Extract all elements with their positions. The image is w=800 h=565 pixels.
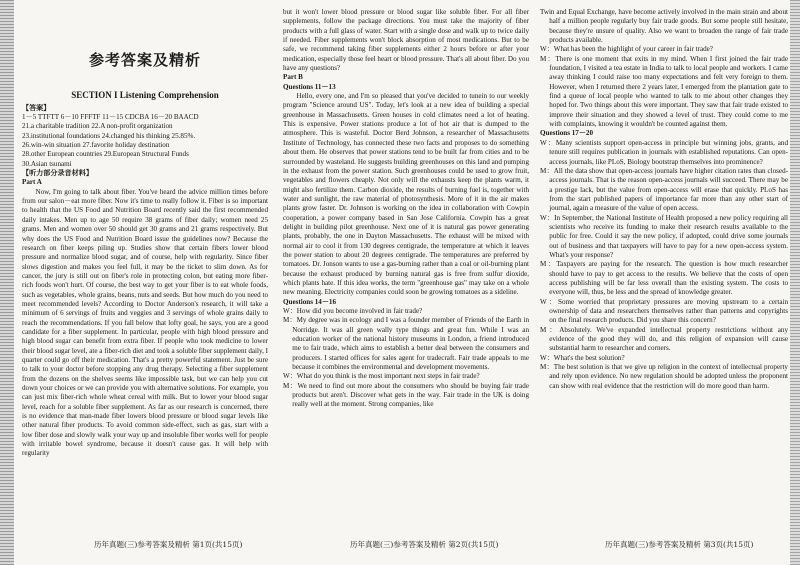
dialogue-line [283,382,529,410]
speech-text: We need to find out more about the consumers who should be buying fair trade products but aren't. Discover what gets in the way. Fair trade in the UK is doing really well at the moment. Strong companies, like [292,381,529,409]
speaker-label: M： [283,316,297,325]
page-title: 参考答案及精析 [88,51,201,69]
dialogue-line [540,298,788,326]
speech-text: Some worried that proprietary pressures are moving upstream to a certain ownership of data and researchers themselves rather than patterns and copyrights on the final research products. Did you share this concern? [549,297,788,325]
scan-edge-left [0,0,14,565]
dialogue-line [540,214,788,261]
dialogue-line [283,372,529,381]
speech-text: Many scientists support open-access in principle but winning jobs, grants, and tenure still requires publication in journals with established reputations. Can open-access journals, like PLoS, Biology bootstrap themselves into prominence? [549,138,788,166]
speaker-label: W： [540,297,559,306]
dialogue-line [540,45,788,54]
speaker-label: W： [283,307,297,315]
speech-text: In September, the National Institute of Health proposed a new policy requiring all scientists who receive its funding to make their research results available to the public for free. Could it say the new policy, if adopted, could drive some journals out of business and that taxpayers will have to pay for a new open-access system. What's your response? [549,213,788,259]
answer-line: 1－5 TTFTT 6－10 FFFTF 11－15 CDCBA 16－20 BAACD [22,113,199,122]
answer-line: 26.win-win situation 27.favorite holiday destination [22,141,170,150]
dialogue-line [540,139,788,167]
section-heading: SECTION I Listening Comprehension [71,90,219,101]
speaker-label: M： [540,54,556,63]
speaker-label: M： [540,260,557,269]
dialogue-line [283,307,529,316]
page-footer: 历年真题(三)参考答案及精析 第3页(共15页) [605,540,754,549]
speech-text: All the data show that open-access journals have higher citation rates than closed-access journals. That is the reason open-access journals will succeed. There may be a prestige lack, but the value from open-access will erase that quickly. PLoS has from the start published papers of importance far more than any other start of journal, again a measure of the value of open access. [549,166,788,213]
transcript-paragraph: Now, I'm going to talk about fiber. You've heard the advice million times before from our salon－eat more fiber. Now it's time to really follow it. Fiber is so important to health that the US Food and Nutrition Board recently said the first recommended daily intakes. Men up to age 50 require 38 grams of fiber daily; women need 25 grams. Men and women over 50 should get 30 grams and 21 grams respectively. But why does the US Food and Nutrition Board issue the guidelines now? Because the research on fiber keeps piling up. Studies show that certain fibers lower blood pressure and normalize blood sugar, and of course, help with regularity. Since fiber slows digestion and makes you feel full, it may be the ticket to slim down. As for cancer, the jury is still out on fiber's role in protecting colon, but eating more fiber-rich foods won't hurt. Of course, the best way to get your fiber is to eat whole foods, such as vegetables, whole grains, beans, nuts and seeds. But how much do you need to meet recommended levels? According to Doctor Anderson's research, it will take a minimum of 6 servings of fruits and veggies and 3 servings of whole grains daily to reach the recommendations. If you fall below that lofty goal, he says, you are a good candidate for a fiber supplement. In particular, people with high blood pressure and high blood sugar can benefit from extra fiber. If people who took medicine to lower their blood sugar level, ate a fiber-rich diet and took a soluble fiber supplement daily, I quarter could go off their medication. That's a pretty powerful statement. Just be sure to talk to your doctor before stopping any drug therapy. Selecting a fiber supplement from the dozens on the shelves seems like impossible task, but we can help you cut down your choices or we can provide you with alternative solutions. For example, you can just mix fiber-rich whole wheat cereal with milk. But to lower your blood sugar level, reach for a soluble fiber supplement. As far as our research is concerned, there is no evidence that man-made fiber lowers blood pressure or blood sugar levels like other natural fiber products. To avoid common side-effect, such as gas, start with a low fiber dose and slowly walk your way up and insoluble fiber works well for people with irritable bowel syndrome, because it doesn't cause gas. It will help with regularity [22,187,268,458]
speaker-label: W： [540,138,556,147]
speech-text: What do you think is the most important next steps in fair trade? [296,372,480,381]
page-footer: 历年真题(三)参考答案及精析 第1页(共15页) [94,540,243,549]
answer-line: 21.a charitable tradition 22.A non-profit organization [22,122,173,131]
speaker-label: W： [540,45,554,54]
part-b-heading: Part B [283,73,303,82]
dialogue-line [283,316,529,372]
page-footer: 历年真题(三)参考答案及精析 第2页(共15页) [350,540,499,549]
answer-line: 28.other European countries 29.European Structural Funds [22,150,189,159]
dialogue-line [540,326,788,354]
answer-line: 23.institutional foundations 24.changed his thinking 25.85%. [22,131,196,140]
speaker-label: M： [540,325,560,334]
speech-text: How did you become involved in fair trade? [296,307,423,315]
speaker-label: M： [540,166,554,175]
speech-text: Absolutely. We've expanded intellectual property restrictions without any evidence of the good they will do, and this religion of expansion will cause substantial harm to researcher and corners. [549,325,788,353]
column-3 [540,8,788,530]
dialogue-line [540,8,788,45]
column-1 [22,8,268,530]
speech-text: The best solution is that we give up religion in the context of intellectual property and rely upon evidence. No new regulation should be adopted unless the proponent can show with real evidence that the restriction will do more good than harm. [549,363,788,390]
speaker-label: W： [540,353,554,362]
answer-line: 30.Asian tsunami [22,159,72,168]
column-2 [283,8,529,530]
transcript-paragraph: Hello, every one, and I'm so pleased that you've decided to tunein to our weekly program "Science around US". Today, let's look at a new idea of building a special greenhouse in Massachusetts. Green houses in cold climates need a lot of heating. This is expensive. Power stations produce a lot of hot air that is dumped to the atmosphere. This is wasteful. Doctor Berd Johnson, a researcher of Massachusetts Institute of Technology, has connected these two facts and proposes to do something about them. He observes that power stations tend to be built far from cities and to be surrounded by wasteland. He suggests building greenhouses on this land and pumping in the exhaust from the power station. Such greenhouses could be used to grow fruit, vegetables and flowers cheaply. Not only will the exhausts keep the plants warm, it might also fertilize them. Carbon dioxide, the results of burning fuel is, together with water and sunlight, the raw material of photosynthesis. More of it in the air makes plants grow faster. Dr. Johnson is working on the idea in collaboration with Cowpin cooperation, a power company based in San Jose California. Cowpin has a great delight in building pilot greenhouse. Next one of it is natural gas power generating plants, probably, the one in Dayton Massachusetts. The exhaust will be mixed with normal air to cool it from 130 degrees centigrade, the temperature at which it leaves the power station to about 20 degrees centigrade. The temperatures are preferred by tomatoes. Dr. Jonson wants to use a gas-burning rather than a coal or oil-burning plant because the exhaust produced by burning natural gas is free from sulfur dioxide, which plants hate. If this idea works, the term "greenhouse gas" may take on a whole new meaning. Electricity companies could soon be growing tomatoes as a sideline. [283,92,529,297]
speech-text: There is one moment that exits in my mind. When I first joined the fair trade foundation, I visited a tea estate in India to talk to local people and workers. I came away thinking I could raise too many expectations and felt very foreign to them. However, when I returned there 2 years later, I emerged from the plantation gate to find a queue of local people who wanted to talk to me about other changes they hoped for. Two things about this were important. They saw that fair trade existed to improve their situation and they showed a level of trust. They could come to me with complaints, knowing it wouldn't be counted against them. [549,54,788,129]
dialogue-line [540,55,788,130]
speaker-label: M： [283,381,298,390]
scan-edge-right [790,0,800,565]
speech-text: Taxpayers are paying for the research. The question is how much researcher should have to pay to get access to the results. We believe that the costs of open access publishing will be far less overall than the existing system. The costs to everyone will, thus, be less and the spread of knowledge greater. [549,260,788,297]
speech-text: What's the best solution? [553,353,625,362]
questions-heading: Questions 17－20 [540,129,594,138]
questions-heading: Questions 11－13 [283,82,336,91]
answer-tag: 【答案】 [22,103,51,112]
transcript-tag: 【听力部分录音材料】 [22,169,93,178]
part-a-heading: Part A [22,178,42,187]
speaker-label: W： [283,372,297,381]
speech-text: What has been the highlight of your career in fair trade? [553,45,713,54]
speaker-label: W： [540,213,555,222]
dialogue-line [540,354,788,363]
transcript-paragraph: but it won't lower blood pressure or blood sugar like soluble fiber. For all fiber supplements, follow the package directions. You must take the majority of fiber products with a full glass of water. Start with a single dose and walk up to twice daily if needed. Fiber supplements won't block absorption of most medications. But to be safe, we recommend taking fiber supplements either 2 hours before or after your medication, especially those feel heart or blood pressure. That's all about fiber. Do you have any questions? [283,8,529,73]
speech-text: My degree was in ecology and I was a founder member of Friends of the Earth in Norridge. It was all green wally type things and great fun. While I was an education worker of the national history museums in London, a friend introduced me to fair trade, which aims to establish a better deal between the consumers and producers. I started offices for sales agent for tradecraft. Fair trade appeals to me because it combines the environmental and development movements. [292,316,529,372]
dialogue-line [540,260,788,297]
speech-text: Twin and Equal Exchange, have become actively involved in the main strain and about half a million people regularly buy fair trade goods. But some people still hesitate, because they're unsure of quality. Also we want to broaden the range of fair trade products available. [540,8,788,45]
dialogue-line [540,363,788,391]
questions-heading: Questions 14－16 [283,297,337,306]
speaker-label: M： [540,363,554,372]
dialogue-line [540,167,788,214]
